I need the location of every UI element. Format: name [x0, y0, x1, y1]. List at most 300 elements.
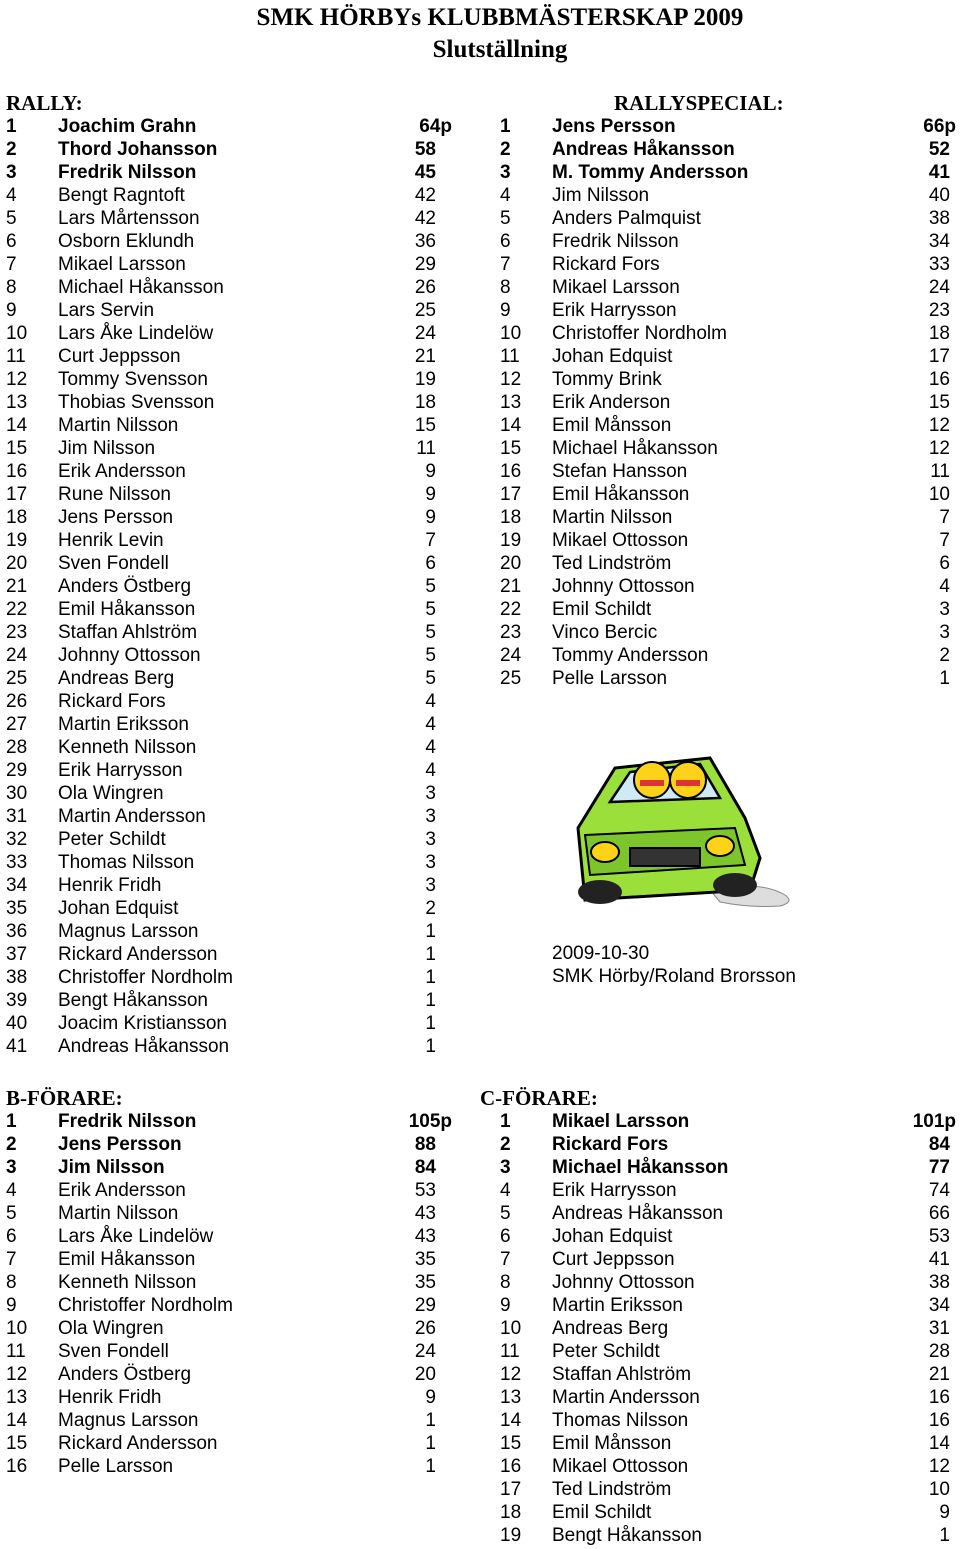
rank-cell: 30 [6, 783, 28, 804]
table-row [500, 1524, 956, 1547]
rank-cell: 11 [500, 346, 520, 367]
page-title: SMK HÖRBYs KLUBBMÄSTERSKAP 2009 [256, 4, 744, 31]
table-row [6, 138, 452, 161]
points-cell: 52 [928, 139, 950, 160]
rank-cell: 16 [6, 1456, 28, 1477]
table-row [500, 1409, 956, 1432]
name-cell: Thord Johansson [58, 139, 218, 160]
points-cell: 4 [425, 760, 436, 781]
rank-cell: 14 [500, 1410, 522, 1431]
table-row [6, 1035, 452, 1058]
rank-cell: 8 [500, 1272, 511, 1293]
name-cell: Fredrik Nilsson [58, 162, 197, 183]
points-cell: 42 [414, 185, 436, 206]
rank-cell: 2 [500, 1134, 511, 1155]
table-row [500, 1156, 956, 1179]
points-cell: 10 [928, 1479, 950, 1500]
points-cell: 34 [928, 231, 950, 252]
table-row [6, 276, 452, 299]
rank-cell: 29 [6, 760, 28, 781]
table-row [6, 1156, 452, 1179]
points-cell: 40 [928, 185, 950, 206]
footer-date: 2009-10-30 [552, 943, 650, 964]
table-row [6, 851, 452, 874]
name-cell: Michael Håkansson [552, 1157, 729, 1178]
points-cell: 3 [425, 783, 436, 804]
points-cell: 21 [414, 346, 436, 367]
table-row [500, 322, 956, 345]
points-cell: 12 [928, 438, 950, 459]
table-row [500, 414, 956, 437]
name-cell: Sven Fondell [58, 553, 169, 574]
points-cell: 24 [414, 1341, 436, 1362]
name-cell: Andreas Håkansson [552, 1203, 724, 1224]
rank-cell: 15 [6, 438, 28, 459]
table-row [500, 460, 956, 483]
rank-cell: 6 [6, 1226, 17, 1247]
table-row [6, 299, 452, 322]
table-row [6, 322, 452, 345]
points-cell: 16 [928, 369, 950, 390]
points-cell: 66 [928, 1203, 950, 1224]
name-cell: Bengt Håkansson [552, 1525, 702, 1546]
rank-cell: 3 [500, 1157, 511, 1178]
points-cell: 5 [425, 599, 436, 620]
table-row [6, 1012, 452, 1035]
table-row [6, 552, 452, 575]
points-cell: 43 [414, 1203, 436, 1224]
rallyspecial-table [500, 115, 956, 690]
table-row [6, 115, 452, 138]
points-cell: 36 [414, 231, 436, 252]
name-cell: Mikael Larsson [552, 277, 680, 298]
table-row [500, 138, 956, 161]
name-cell: Emil Schildt [552, 599, 652, 620]
points-cell: 14 [928, 1433, 950, 1454]
page-subtitle: Slutställning [432, 36, 568, 63]
table-row [6, 920, 452, 943]
name-cell: Rickard Andersson [58, 1433, 218, 1454]
table-row [6, 207, 452, 230]
table-row [500, 230, 956, 253]
points-cell: 6 [425, 553, 436, 574]
rank-cell: 35 [6, 898, 28, 919]
name-cell: Thomas Nilsson [58, 852, 195, 873]
c-forare-table [500, 1110, 956, 1547]
rank-cell: 23 [500, 622, 522, 643]
points-cell: 21 [928, 1364, 950, 1385]
points-cell: 74 [928, 1180, 950, 1201]
name-cell: Vinco Bercic [552, 622, 658, 643]
points-cell: 5 [425, 645, 436, 666]
name-cell: Jim Nilsson [58, 438, 156, 459]
name-cell: Johan Edquist [552, 1226, 673, 1247]
table-row [500, 644, 956, 667]
table-row [500, 1179, 956, 1202]
table-row [500, 184, 956, 207]
rallyspecial-heading: RALLYSPECIAL: [614, 91, 784, 115]
name-cell: Osborn Eklundh [58, 231, 195, 252]
points-cell: 9 [425, 507, 436, 528]
name-cell: Rickard Fors [552, 254, 660, 275]
rank-cell: 32 [6, 829, 28, 850]
table-row [500, 299, 956, 322]
points-cell: 5 [425, 668, 436, 689]
rank-cell: 7 [6, 1249, 17, 1270]
table-row [6, 713, 452, 736]
name-cell: Ola Wingren [58, 1318, 164, 1339]
points-cell: 7 [939, 530, 950, 551]
points-cell: 41 [928, 1249, 950, 1270]
name-cell: Mikael Ottosson [552, 530, 689, 551]
points-cell: 7 [425, 530, 436, 551]
points-cell: 19 [414, 369, 436, 390]
points-cell: 5 [425, 622, 436, 643]
rank-cell: 8 [500, 277, 511, 298]
rank-cell: 39 [6, 990, 28, 1011]
table-row [500, 552, 956, 575]
rank-cell: 8 [6, 1272, 17, 1293]
points-cell: 3 [425, 829, 436, 850]
rank-cell: 9 [500, 300, 511, 321]
name-cell: Erik Andersson [58, 1180, 186, 1201]
table-row [6, 1202, 452, 1225]
name-cell: Martin Nilsson [552, 507, 673, 528]
table-row [6, 184, 452, 207]
table-row [6, 874, 452, 897]
rank-cell: 1 [500, 1111, 511, 1132]
rank-cell: 12 [6, 369, 28, 390]
table-row [500, 253, 956, 276]
table-row [500, 1363, 956, 1386]
table-row [6, 966, 452, 989]
table-row [500, 115, 956, 138]
name-cell: Tommy Svensson [58, 369, 208, 390]
points-cell: 16 [928, 1387, 950, 1408]
points-cell: 42 [414, 208, 436, 229]
points-cell: 3 [425, 852, 436, 873]
table-row [6, 345, 452, 368]
table-row [500, 483, 956, 506]
rank-cell: 10 [500, 323, 522, 344]
table-row [500, 1225, 956, 1248]
table-row [6, 1225, 452, 1248]
name-cell: Staffan Ahlström [552, 1364, 692, 1385]
points-cell: 1 [425, 944, 436, 965]
table-row [500, 161, 956, 184]
points-cell: 18 [414, 392, 436, 413]
name-cell: Joacim Kristiansson [58, 1013, 227, 1034]
name-cell: Anders Östberg [58, 1364, 192, 1385]
name-cell: Mikael Larsson [58, 254, 186, 275]
rank-cell: 16 [500, 461, 522, 482]
rank-cell: 9 [6, 300, 17, 321]
table-row [6, 1432, 452, 1455]
rank-cell: 24 [6, 645, 28, 666]
table-row [500, 345, 956, 368]
name-cell: Henrik Fridh [58, 875, 162, 896]
points-cell: 11 [416, 438, 436, 459]
table-row [500, 391, 956, 414]
table-row [6, 368, 452, 391]
name-cell: Tommy Brink [552, 369, 662, 390]
rank-cell: 17 [500, 484, 522, 505]
table-row [6, 736, 452, 759]
name-cell: Emil Månsson [552, 415, 672, 436]
name-cell: Johnny Ottosson [552, 1272, 695, 1293]
rank-cell: 31 [6, 806, 28, 827]
rank-cell: 11 [500, 1341, 520, 1362]
table-row [500, 1294, 956, 1317]
points-cell: 23 [928, 300, 950, 321]
table-row [500, 667, 956, 690]
rank-cell: 5 [6, 208, 17, 229]
name-cell: Jim Nilsson [58, 1157, 165, 1178]
table-row [6, 483, 452, 506]
rank-cell: 33 [6, 852, 28, 873]
points-cell: 1 [425, 1036, 436, 1057]
name-cell: Pelle Larsson [58, 1456, 174, 1477]
rank-cell: 3 [6, 162, 17, 183]
points-cell: 34 [928, 1295, 950, 1316]
points-cell: 7 [939, 507, 950, 528]
rank-cell: 7 [6, 254, 17, 275]
table-row [500, 1202, 956, 1225]
points-cell: 24 [414, 323, 436, 344]
table-row [6, 391, 452, 414]
rank-cell: 6 [500, 1226, 511, 1247]
table-row [500, 207, 956, 230]
rank-cell: 18 [500, 1502, 522, 1523]
rank-cell: 18 [6, 507, 28, 528]
rank-cell: 13 [500, 1387, 522, 1408]
table-row [6, 1363, 452, 1386]
name-cell: Bengt Håkansson [58, 990, 208, 1011]
name-cell: Thobias Svensson [58, 392, 215, 413]
table-row [500, 1501, 956, 1524]
table-row [6, 575, 452, 598]
rank-cell: 16 [6, 461, 28, 482]
points-cell: 45 [414, 162, 436, 183]
rank-cell: 41 [6, 1036, 28, 1057]
rank-cell: 15 [6, 1433, 28, 1454]
points-cell: 101p [912, 1111, 956, 1132]
table-row [6, 828, 452, 851]
table-row [6, 782, 452, 805]
c-forare-heading: C-FÖRARE: [480, 1086, 598, 1110]
points-cell: 1 [939, 668, 950, 689]
rank-cell: 19 [500, 1525, 522, 1546]
points-cell: 26 [414, 1318, 436, 1339]
table-row [500, 1133, 956, 1156]
name-cell: Henrik Levin [58, 530, 164, 551]
rank-cell: 7 [500, 254, 511, 275]
rank-cell: 40 [6, 1013, 28, 1034]
rank-cell: 3 [500, 162, 511, 183]
rank-cell: 24 [500, 645, 522, 666]
name-cell: Emil Schildt [552, 1502, 652, 1523]
table-row [6, 437, 452, 460]
points-cell: 1 [425, 1013, 436, 1034]
points-cell: 31 [928, 1318, 950, 1339]
name-cell: Magnus Larsson [58, 921, 199, 942]
table-row [6, 230, 452, 253]
rank-cell: 12 [500, 1364, 522, 1385]
table-row [500, 529, 956, 552]
name-cell: Christoffer Nordholm [58, 967, 233, 988]
rank-cell: 11 [6, 346, 26, 367]
rank-cell: 8 [6, 277, 17, 298]
name-cell: Lars Åke Lindelöw [58, 323, 214, 344]
b-forare-heading: B-FÖRARE: [6, 1086, 123, 1110]
table-row [500, 1317, 956, 1340]
rank-cell: 36 [6, 921, 28, 942]
rank-cell: 26 [6, 691, 28, 712]
rank-cell: 5 [6, 1203, 17, 1224]
name-cell: Mikael Ottosson [552, 1456, 689, 1477]
table-row [6, 759, 452, 782]
table-row [6, 1317, 452, 1340]
name-cell: Michael Håkansson [58, 277, 224, 298]
name-cell: Erik Harrysson [58, 760, 183, 781]
name-cell: Sven Fondell [58, 1341, 169, 1362]
table-row [6, 253, 452, 276]
points-cell: 12 [928, 1456, 950, 1477]
name-cell: Martin Andersson [552, 1387, 700, 1408]
name-cell: Erik Anderson [552, 392, 671, 413]
name-cell: Magnus Larsson [58, 1410, 199, 1431]
points-cell: 15 [414, 415, 436, 436]
rank-cell: 4 [6, 1180, 17, 1201]
points-cell: 3 [939, 599, 950, 620]
table-row [500, 598, 956, 621]
table-row [6, 644, 452, 667]
rank-cell: 25 [500, 668, 522, 689]
rank-cell: 23 [6, 622, 28, 643]
name-cell: Martin Andersson [58, 806, 206, 827]
rank-cell: 25 [6, 668, 28, 689]
points-cell: 88 [414, 1134, 436, 1155]
rank-cell: 3 [6, 1157, 17, 1178]
rank-cell: 15 [500, 438, 522, 459]
name-cell: Peter Schildt [58, 829, 166, 850]
name-cell: Jens Persson [552, 116, 676, 137]
points-cell: 1 [425, 1410, 436, 1431]
name-cell: Martin Eriksson [552, 1295, 683, 1316]
rank-cell: 5 [500, 1203, 511, 1224]
points-cell: 4 [425, 691, 436, 712]
points-cell: 12 [928, 415, 950, 436]
points-cell: 4 [425, 714, 436, 735]
points-cell: 1 [425, 967, 436, 988]
rank-cell: 34 [6, 875, 28, 896]
table-row [6, 1248, 452, 1271]
name-cell: Johan Edquist [58, 898, 179, 919]
rank-cell: 16 [500, 1456, 522, 1477]
rank-cell: 27 [6, 714, 28, 735]
points-cell: 5 [425, 576, 436, 597]
name-cell: M. Tommy Andersson [552, 162, 749, 183]
name-cell: Curt Jeppsson [552, 1249, 675, 1270]
name-cell: Emil Håkansson [552, 484, 690, 505]
rank-cell: 10 [6, 1318, 28, 1339]
rank-cell: 2 [6, 1134, 17, 1155]
points-cell: 77 [928, 1157, 950, 1178]
name-cell: Emil Håkansson [58, 1249, 196, 1270]
rank-cell: 12 [6, 1364, 28, 1385]
name-cell: Pelle Larsson [552, 668, 668, 689]
name-cell: Christoffer Nordholm [552, 323, 727, 344]
table-row [500, 1340, 956, 1363]
rank-cell: 38 [6, 967, 28, 988]
table-row [6, 1179, 452, 1202]
points-cell: 1 [425, 1433, 436, 1454]
name-cell: Bengt Ragntoft [58, 185, 185, 206]
name-cell: Erik Harrysson [552, 300, 677, 321]
table-row [6, 460, 452, 483]
table-row [6, 161, 452, 184]
rank-cell: 9 [500, 1295, 511, 1316]
rank-cell: 2 [6, 139, 17, 160]
name-cell: Jens Persson [58, 507, 174, 528]
table-row [500, 368, 956, 391]
rank-cell: 6 [500, 231, 511, 252]
name-cell: Erik Harrysson [552, 1180, 677, 1201]
table-row [6, 1340, 452, 1363]
name-cell: Rune Nilsson [58, 484, 171, 505]
name-cell: Fredrik Nilsson [552, 231, 679, 252]
points-cell: 3 [425, 806, 436, 827]
points-cell: 1 [425, 1456, 436, 1477]
name-cell: Andreas Håkansson [58, 1036, 230, 1057]
points-cell: 105p [408, 1111, 452, 1132]
name-cell: Martin Eriksson [58, 714, 189, 735]
points-cell: 24 [928, 277, 950, 298]
rank-cell: 21 [6, 576, 28, 597]
name-cell: Christoffer Nordholm [58, 1295, 233, 1316]
rank-cell: 17 [6, 484, 28, 505]
rank-cell: 17 [500, 1479, 522, 1500]
table-row [6, 1294, 452, 1317]
name-cell: Emil Håkansson [58, 599, 196, 620]
name-cell: Mikael Larsson [552, 1111, 690, 1132]
points-cell: 9 [425, 1387, 436, 1408]
table-row [6, 598, 452, 621]
table-row [6, 805, 452, 828]
points-cell: 16 [928, 1410, 950, 1431]
rank-cell: 10 [500, 1318, 522, 1339]
points-cell: 18 [928, 323, 950, 344]
table-row [500, 1432, 956, 1455]
table-row [500, 1455, 956, 1478]
points-cell: 2 [939, 645, 950, 666]
rank-cell: 22 [6, 599, 28, 620]
rally-table [6, 115, 452, 1058]
name-cell: Martin Nilsson [58, 415, 179, 436]
points-cell: 84 [414, 1157, 436, 1178]
name-cell: Peter Schildt [552, 1341, 660, 1362]
points-cell: 84 [928, 1134, 950, 1155]
points-cell: 53 [414, 1180, 436, 1201]
points-cell: 1 [425, 990, 436, 1011]
name-cell: Erik Andersson [58, 461, 186, 482]
rank-cell: 4 [500, 1180, 511, 1201]
points-cell: 1 [939, 1525, 950, 1546]
name-cell: Andreas Berg [552, 1318, 669, 1339]
name-cell: Rickard Fors [58, 691, 166, 712]
name-cell: Anders Palmquist [552, 208, 701, 229]
name-cell: Lars Mårtensson [58, 208, 200, 229]
